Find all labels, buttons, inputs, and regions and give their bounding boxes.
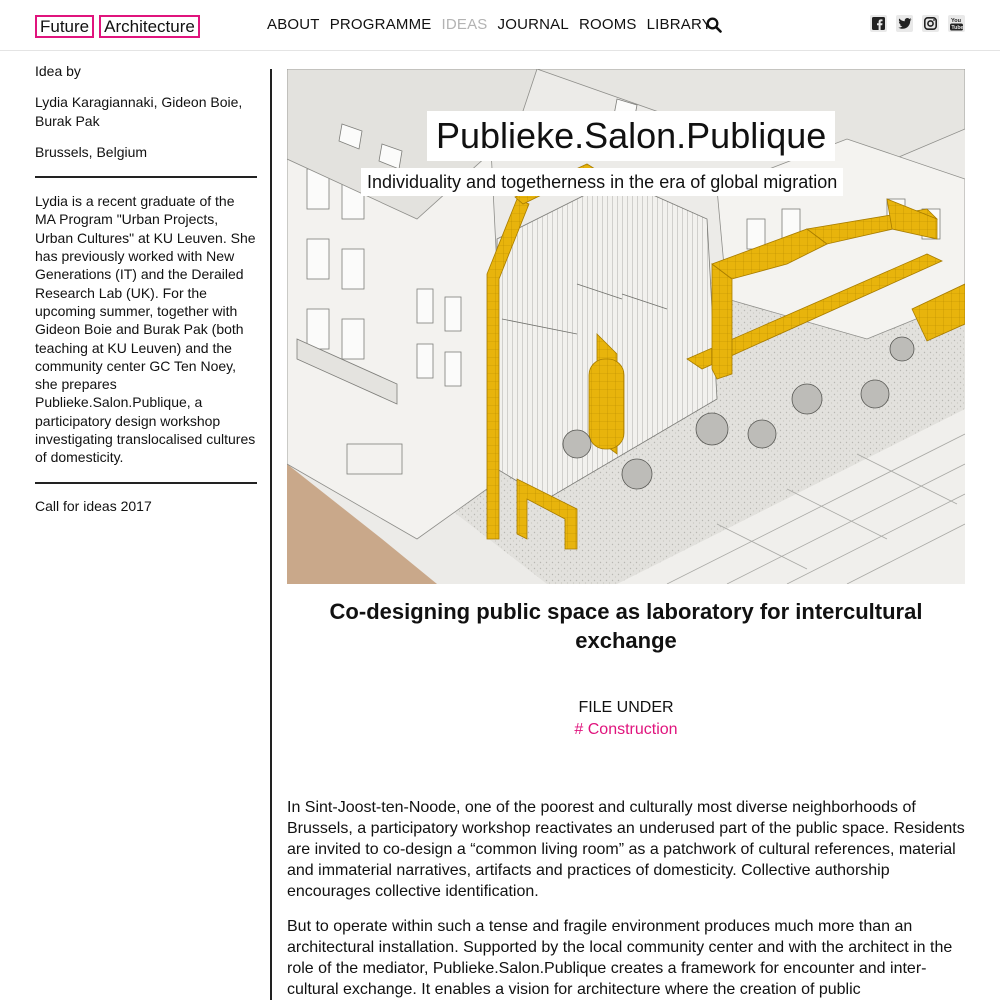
nav-item-rooms[interactable]: ROOMS [578,16,637,33]
svg-text:Tube: Tube [951,25,963,31]
nav-item-about[interactable]: ABOUT [267,16,320,33]
search-icon[interactable] [706,17,722,33]
hero-title: Publieke.Salon.Publique [427,111,835,161]
author-sidebar [35,62,257,515]
tag-link-construction[interactable]: # Construction [574,721,678,738]
site-header [0,0,1000,51]
social-links [870,15,965,32]
logo-word-architecture: Architecture [99,15,200,38]
author-bio: Lydia is a recent graduate of the MA Program "Urban Projects, Urban Cultures" at KU Leuven. She has previously worked with New Generations (IT) and the Derailed Research Lab (UK). For the upcoming summer, together with Gideon Boie and Burak Pak (both teaching at KU Leuven) and the community center GC Ten Noey, she prepares Publieke.Salon.Publique, a participatory design workshop investigating translocalised cultures of domesticity. [35,193,256,466]
author-location: Brussels, Belgium [35,143,148,160]
hero-subtitle: Individuality and togetherness in the era of global migration [361,168,843,196]
sidebar-divider [35,176,257,178]
twitter-icon[interactable] [896,15,913,32]
nav-item-journal[interactable]: JOURNAL [497,16,569,33]
main-nav [267,15,712,35]
article-paragraph: In Sint-Joost-ten-Noode, one of the poorest and culturally most diverse neighborhoods of Brussels, a participatory workshop reactivates an underused part of the public space. Residents are invited to co-design a “common living room” as a patchwork of cultural references, material and immaterial narratives, artifacts and practices of domesticity. Collective authorship encourages collective identification. [287,799,965,900]
hero-image [287,69,965,584]
logo-word-future: Future [35,15,94,38]
site-logo[interactable] [35,15,200,38]
instagram-icon[interactable] [922,15,939,32]
nav-item-library[interactable]: LIBRARY [646,16,712,33]
article-paragraph: But to operate within such a tense and fragile environment produces much more than an architectural installation. Supported by the local community center and with the architect in the role of the mediator, Publieke.Salon.Publique creates a framework for encounter and inter-cultural exchange. It enables a vision for architecture where the creation of public [287,918,953,998]
nav-item-programme[interactable]: PROGRAMME [329,16,432,33]
facebook-icon[interactable] [870,15,887,32]
article-subheading: Co-designing public space as laboratory for intercultural exchange [329,599,923,653]
call-label: Call for ideas 2017 [35,497,152,514]
author-names: Lydia Karagiannaki, Gideon Boie, Burak Pak [35,94,243,129]
idea-by-label: Idea by [35,63,81,79]
youtube-icon[interactable] [948,15,965,32]
nav-item-ideas[interactable]: IDEAS [441,16,488,33]
svg-text:You: You [951,18,961,24]
sidebar-divider [35,482,257,484]
file-under-label: FILE UNDER [578,699,674,716]
column-divider [270,69,272,1000]
